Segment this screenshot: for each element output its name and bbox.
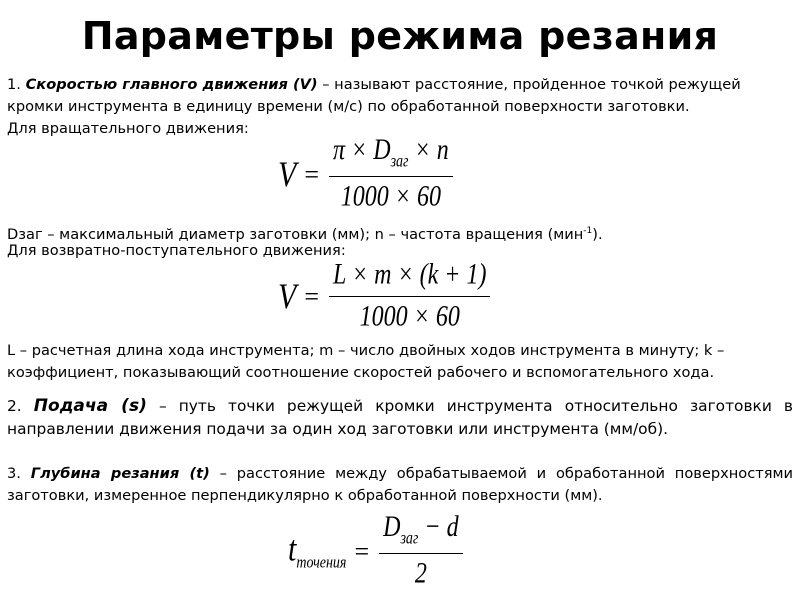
- numerator-part: × n: [408, 134, 449, 167]
- definition-text: – называют расстояние, пройденное точкой режущей кромки инструмента в единицу времени (м/с) по обработанной поверхности заготовки.: [7, 76, 741, 115]
- equals-sign: =: [304, 281, 319, 311]
- fraction-numerator: L × m × (k + 1): [333, 258, 487, 292]
- rotational-label: Для вращательного движения:: [7, 120, 249, 137]
- numerator-subscript: заг: [390, 152, 409, 172]
- numerator-part: D: [383, 511, 401, 544]
- formula-lhs: [288, 529, 346, 573]
- reciprocating-label: Для возвратно-поступательного движения:: [7, 242, 346, 259]
- fraction-numerator: [379, 511, 462, 550]
- section-speed: [7, 74, 793, 118]
- fraction-bar: [329, 296, 490, 297]
- section-depth: [7, 463, 793, 507]
- fraction-bar: [329, 176, 453, 177]
- formula-cutting-depth: [288, 511, 463, 591]
- fraction: [329, 258, 490, 334]
- fraction-bar: [379, 553, 462, 554]
- fraction: [329, 134, 453, 214]
- diameter-text-end: ).: [592, 225, 603, 243]
- numerator-subscript: заг: [400, 529, 419, 549]
- term-cutting-depth: Глубина резания (t): [30, 465, 210, 482]
- exponent: -1: [583, 226, 593, 236]
- numerator-part: − d: [418, 511, 459, 544]
- definition-text: – расстояние между обрабатываемой и обработанной поверхностями заготовки, измеренное перпендикулярно к обработанной поверхности (мм).: [7, 465, 793, 504]
- section-number: 1.: [7, 76, 26, 93]
- equals-sign: =: [354, 536, 370, 566]
- formula-reciprocating-speed: [278, 258, 490, 334]
- page-title: Параметры режима резания: [81, 14, 719, 58]
- numerator-part: π × D: [333, 134, 391, 167]
- section-number: 2.: [7, 397, 34, 415]
- lhs-subscript: точения: [296, 554, 347, 573]
- fraction-numerator: [329, 134, 453, 173]
- formula-rotational-speed: [278, 134, 453, 214]
- fraction-denominator: 1000 × 60: [359, 300, 460, 334]
- formula-lhs: V: [278, 154, 297, 194]
- definition-text: – путь точки режущей кромки инструмента относительно заготовки в направлении движения подачи за один ход заготовки или инструмента (мм/об).: [7, 397, 794, 438]
- equals-sign: =: [304, 159, 319, 189]
- section-number: 3.: [7, 465, 31, 482]
- formula-lhs: V: [278, 276, 297, 316]
- length-definition: L – расчетная длина хода инструмента; m – число двойных ходов инструмента в минуту; k – коэффициент, показывающий соотношение скоростей рабочего и вспомогательного хода.: [7, 342, 725, 381]
- fraction-denominator: 2: [414, 557, 427, 591]
- fraction: [379, 511, 462, 591]
- fraction-denominator: 1000 × 60: [340, 180, 441, 214]
- lhs-symbol: t: [288, 529, 297, 569]
- section-feed: [7, 395, 793, 441]
- term-cutting-speed: Скоростью главного движения (V): [25, 76, 318, 93]
- diameter-text: Dзаг – максимальный диаметр заготовки (мм); n – частота вращения (мин: [7, 225, 584, 243]
- term-feed: Подача (s): [33, 396, 147, 416]
